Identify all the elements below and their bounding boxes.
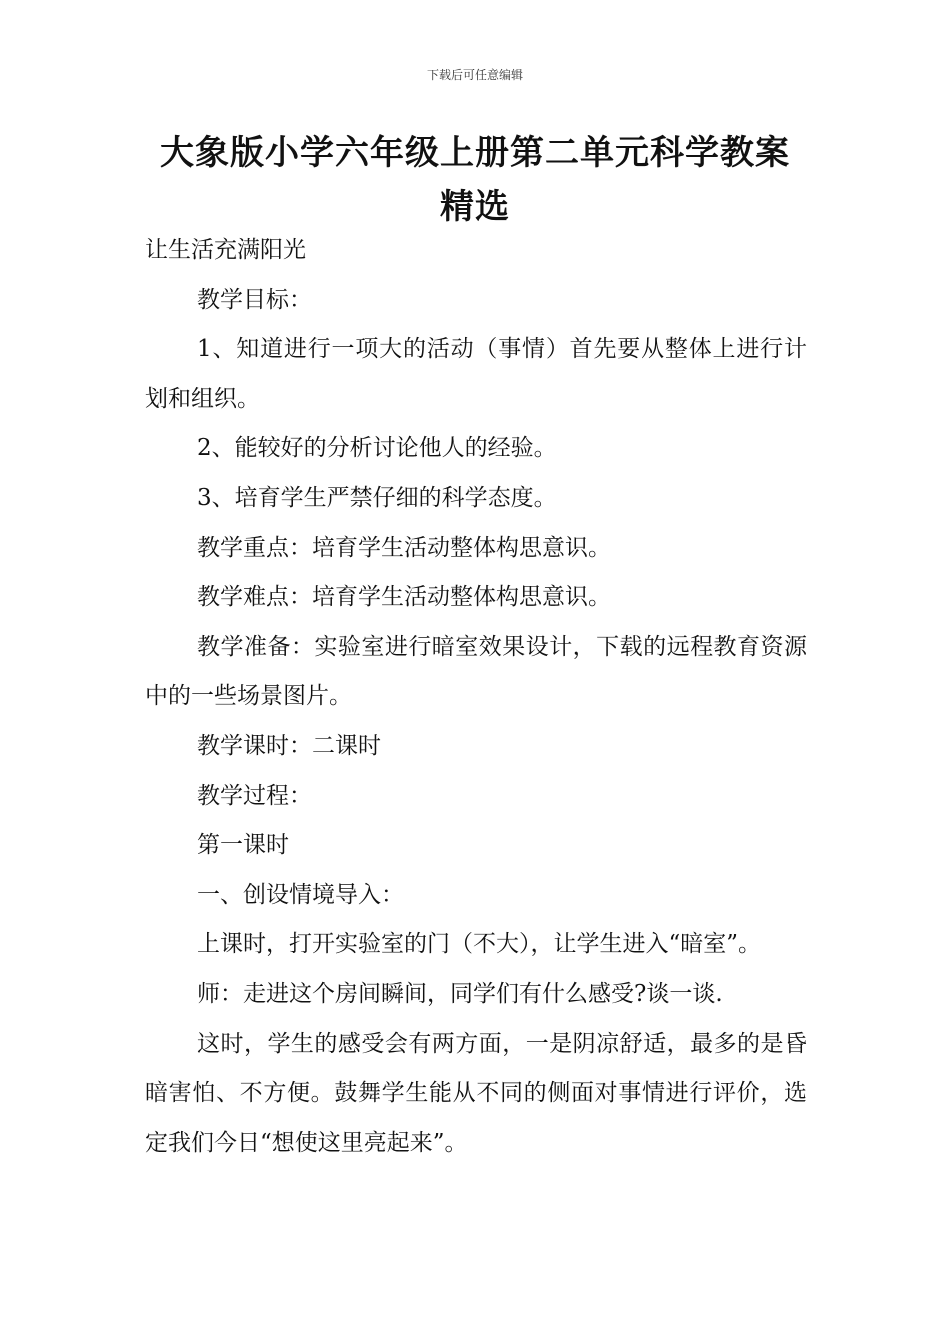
paragraph-step-one: 一、创设情境导入： [197,881,404,908]
paragraph-objective-2: 2、能较好的分析讨论他人的经验。 [197,435,557,462]
header-note: 下载后可任意编辑 [426,68,523,82]
document-title: 大象版小学六年级上册第二单元科学教案精选 [160,133,790,227]
section-heading: 让生活充满阳光 [145,237,306,263]
paragraph-process-label: 教学过程： [197,782,312,809]
document-body [145,226,807,1168]
paragraph-objective-1: 1、知道进行一项大的活动（事情）首先要从整体上进行计划和组织。 [145,336,807,412]
paragraph-lesson-start: 上课时，打开实验室的门（不大），让学生进入“暗室”。 [197,931,762,958]
paragraph-class-hours: 教学课时：二课时 [197,732,381,759]
paragraph-difficulty: 教学难点：培育学生活动整体构思意识。 [197,584,611,611]
paragraph-key-point: 教学重点：培育学生活动整体构思意识。 [197,534,611,561]
paragraph-first-lesson: 第一课时 [197,832,289,859]
paragraph-preparation: 教学准备：实验室进行暗室效果设计，下载的远程教育资源中的一些场景图片。 [145,633,807,710]
paragraph-student-response: 这时，学生的感受会有两方面，一是阴凉舒适，最多的是昏暗害怕、不方便。鼓舞学生能从不同的侧面对事情进行评价，选定我们今日“想使这里亮起来”。 [145,1030,807,1156]
paragraph-objectives-label: 教学目标： [197,286,312,313]
paragraph-teacher-question: 师：走进这个房间瞬间，同学们有什么感受?谈一谈. [197,980,723,1007]
paragraph-objective-3: 3、培育学生严禁仔细的科学态度。 [197,484,557,511]
